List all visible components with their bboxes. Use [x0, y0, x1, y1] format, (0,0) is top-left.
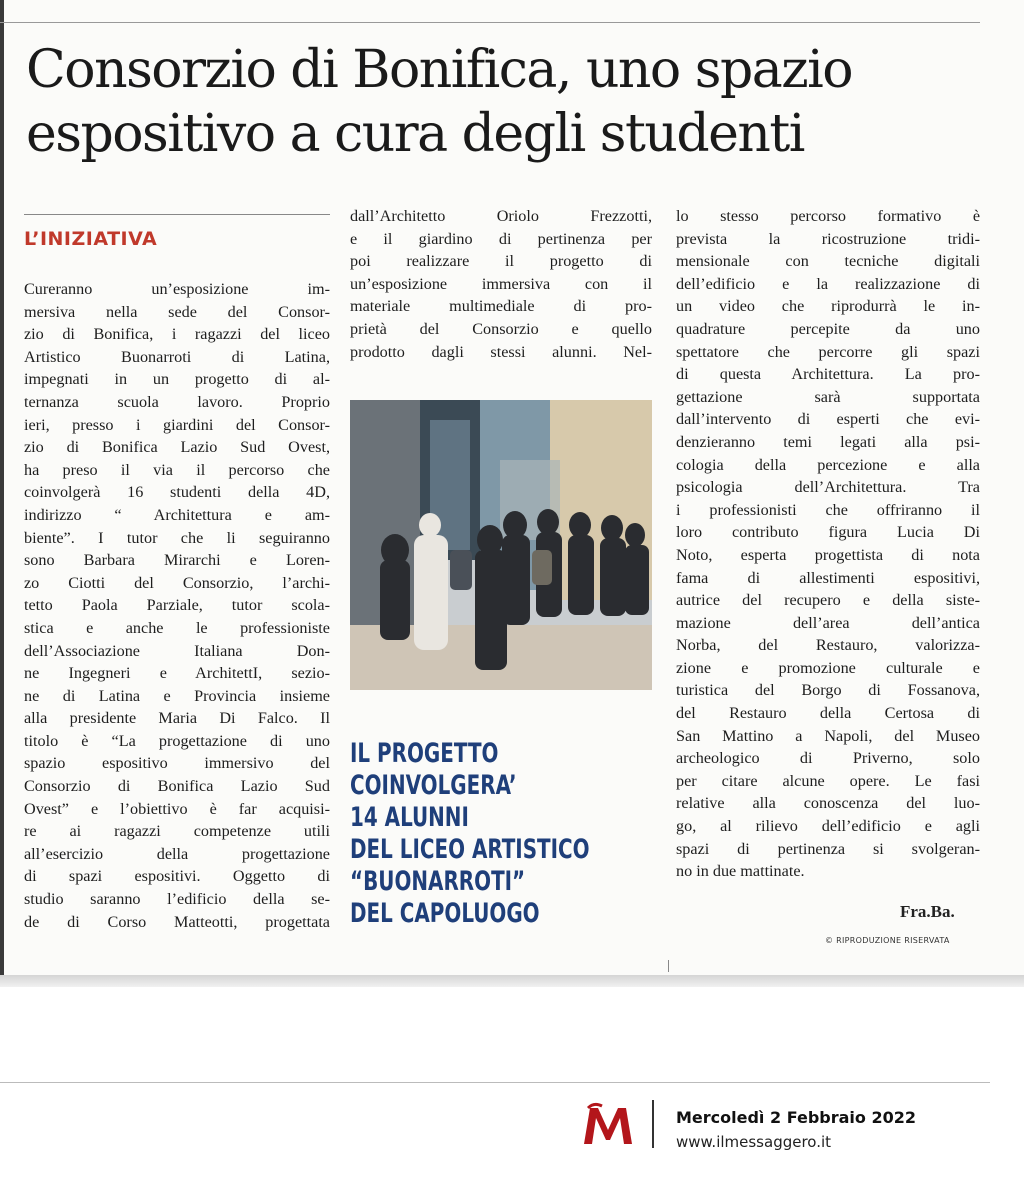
text-line: un’esposizione immersiva con il — [350, 274, 652, 293]
text-line: de di Corso Matteotti, progettata — [24, 912, 330, 931]
text-line: prevista la ricostruzione tridi- — [676, 229, 980, 248]
text-line: Consorzio di Bonifica Lazio Sud — [24, 777, 330, 796]
text-line: ieri, presso i giardini del Consor- — [24, 415, 330, 434]
text-line: lo stesso percorso formativo è — [676, 207, 980, 225]
text-line: tetto Paola Parziale, tutor scola- — [24, 596, 330, 615]
text-line: sono Barbara Mirarchi e Loren- — [24, 551, 330, 570]
text-line: dall’intervento di esperti che evi- — [676, 410, 980, 429]
text-line: re ai ragazzi competenze utili — [24, 822, 330, 841]
text-line: e il giardino di pertinenza per — [350, 229, 652, 248]
text-line: impegnati in un progetto di al- — [24, 370, 330, 389]
text-line: ne di Latina e Provincia insieme — [24, 686, 330, 705]
text-line: mazione dell’area dell’antica — [676, 613, 980, 632]
text-line: turistica del Borgo di Fossanova, — [676, 681, 980, 700]
text-line: i professionisti che offriranno il — [676, 500, 980, 519]
text-line: denzieranno temi legati alla psi- — [676, 432, 980, 451]
left-edge — [0, 0, 4, 975]
text-line: ne Ingegneri e ArchitettI, sezio- — [24, 664, 330, 683]
text-line: di questa Architettura. La pro- — [676, 365, 980, 384]
text-line: poi realizzare il progetto di — [350, 252, 652, 271]
pull-quote-line: DEL LICEO ARTISTICO — [350, 834, 590, 865]
kicker-rule — [24, 214, 330, 215]
text-line: zo Ciotti del Consorzio, l’archi- — [24, 573, 330, 592]
text-line: un video che riprodurrà le in- — [676, 297, 980, 316]
text-line: fama di allestimenti espositivi, — [676, 568, 980, 587]
text-line: dall’Architetto Oriolo Frezzotti, — [350, 207, 652, 225]
text-line: per citare alcune opere. Le fasi — [676, 771, 980, 790]
top-rule — [0, 22, 980, 23]
pull-quote-line: DEL CAPOLUOGO — [350, 898, 540, 929]
article-column-1 — [24, 278, 330, 933]
text-line: Cureranno un’esposizione im- — [24, 280, 330, 298]
text-line: mersiva nella sede del Consor- — [24, 302, 330, 321]
text-line: prietà del Consorzio e quello — [350, 319, 652, 338]
text-line: quadrature percepite da uno — [676, 319, 980, 338]
text-line: loro contributo figura Lucia Di — [676, 523, 980, 542]
text-line: studio saranno l’edificio della se- — [24, 890, 330, 909]
text-line: all’esercizio della progettazione — [24, 844, 330, 863]
website-url[interactable]: www.ilmessaggero.it — [676, 1133, 832, 1151]
footer-rule — [0, 1082, 990, 1083]
text-line: spazi di pertinenza si svolgeran- — [676, 839, 980, 858]
text-line: cologia della percezione e alla — [676, 455, 980, 474]
text-line: gettazione sarà supportata — [676, 387, 980, 406]
pull-quote-line: COINVOLGERA’ — [350, 770, 517, 801]
pull-quote-line: 14 ALUNNI — [350, 802, 469, 833]
text-line: titolo è “La progettazione di uno — [24, 731, 330, 750]
text-line: archeologico di Priverno, solo — [676, 749, 980, 768]
text-line: zio di Bonifica, i ragazzi del liceo — [24, 325, 330, 344]
text-line: ternanza scuola lavoro. Proprio — [24, 392, 330, 411]
article-column-2 — [350, 205, 652, 363]
text-line: alla presidente Maria Di Falco. Il — [24, 709, 330, 728]
text-line: biente”. I tutor che li seguiranno — [24, 528, 330, 547]
headline-line-1: Consorzio di Bonifica, uno spazio — [26, 40, 853, 100]
text-line: dell’Associazione Italiana Don- — [24, 641, 330, 660]
text-line: ha preso il via il percorso che — [24, 460, 330, 479]
text-line: Ovest” e l’obiettivo è far acquisi- — [24, 799, 330, 818]
footer-divider — [652, 1100, 654, 1148]
pull-quote — [350, 738, 596, 930]
il-messaggero-logo — [580, 1100, 636, 1150]
students-photo — [350, 400, 652, 690]
text-line: autrice del recupero e della siste- — [676, 591, 980, 610]
text-line: psicologia dell’Architettura. Tra — [676, 478, 980, 497]
pull-quote-line: IL PROGETTO — [350, 738, 499, 769]
text-line: del Restauro della Certosa di — [676, 704, 980, 723]
text-line: no in due mattinate. — [676, 862, 805, 881]
headline-line-2: espositivo a cura degli studenti — [26, 104, 804, 164]
text-line: relative alla conoscenza del luo- — [676, 794, 980, 813]
text-line: Artistico Buonarroti di Latina, — [24, 347, 330, 366]
text-line: dell’edificio e la realizzazione di — [676, 274, 980, 293]
page-shadow — [0, 975, 1024, 987]
text-line: San Mattino a Napoli, del Museo — [676, 726, 980, 745]
column-tick — [668, 960, 669, 972]
copyright-notice: © RIPRODUZIONE RISERVATA — [825, 936, 950, 945]
text-line: zione e promozione culturale e — [676, 658, 980, 677]
text-line: go, al rilievo dell’edificio e agli — [676, 817, 980, 836]
text-line: spazio espositivo immersivo del — [24, 754, 330, 773]
text-line: Norba, del Restauro, valorizza- — [676, 636, 980, 655]
text-line: coinvolgerà 16 studenti della 4D, — [24, 483, 330, 502]
text-line: indirizzo “ Architettura e am- — [24, 505, 330, 524]
text-line: prodotto dagli stessi alunni. Nel- — [350, 342, 652, 361]
article-column-3 — [676, 205, 980, 883]
text-line: zio di Bonifica Lazio Sud Ovest, — [24, 438, 330, 457]
headline — [26, 38, 986, 166]
pull-quote-line: “BUONARROTI” — [350, 866, 526, 897]
text-line: stica e anche le professioniste — [24, 618, 330, 637]
text-line: spettatore che percorre gli spazi — [676, 342, 980, 361]
kicker: L’INIZIATIVA — [24, 228, 158, 250]
text-line: mensionale con tecniche digitali — [676, 252, 980, 271]
text-line: Noto, esperta progettista di nota — [676, 545, 980, 564]
text-line: materiale multimediale di pro- — [350, 297, 652, 316]
photo-illustration — [350, 400, 652, 690]
byline: Fra.Ba. — [900, 902, 955, 921]
publication-date: Mercoledì 2 Febbraio 2022 — [676, 1108, 916, 1127]
text-line: di spazi espositivi. Oggetto di — [24, 867, 330, 886]
